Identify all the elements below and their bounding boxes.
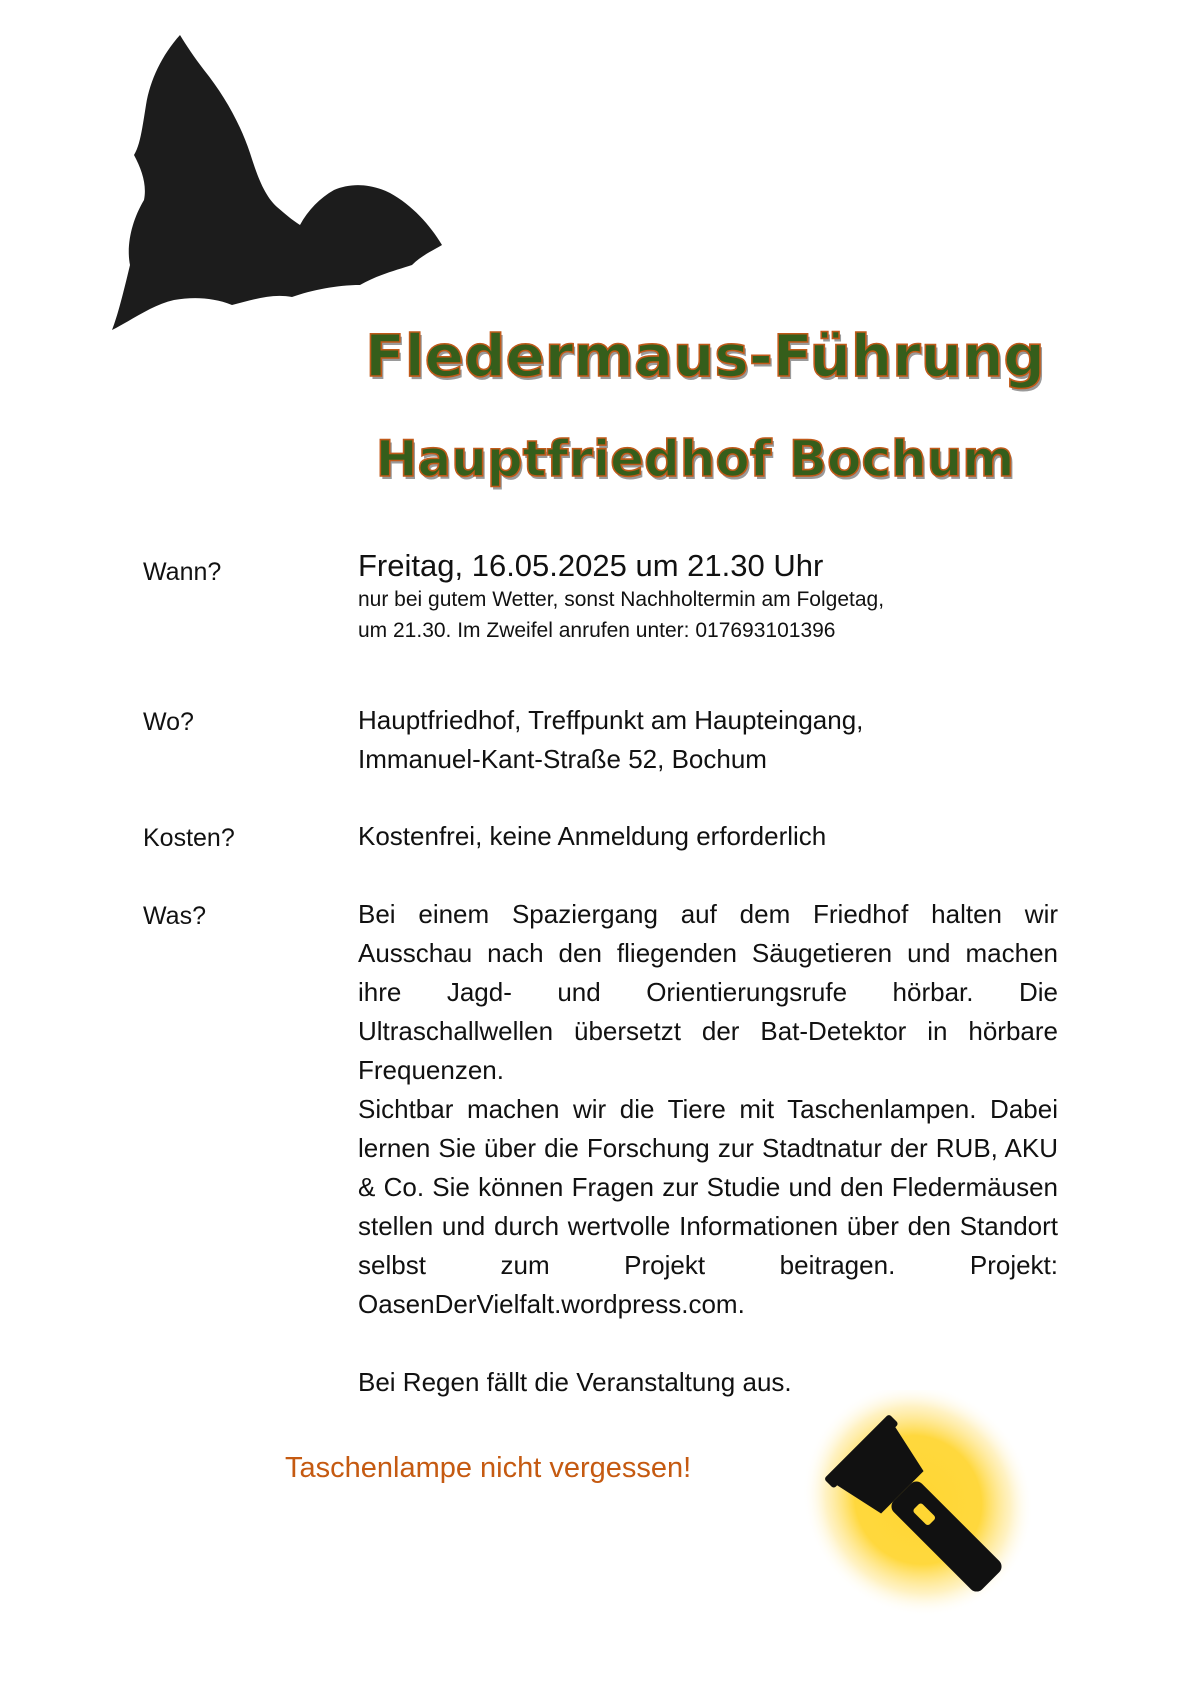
flashlight-icon (800, 1390, 1040, 1630)
was-block (358, 895, 1058, 1402)
event-date: Freitag, 16.05.2025 um 21.30 Uhr (358, 548, 824, 583)
bat-silhouette-icon (112, 35, 462, 365)
flashlight-reminder: Taschenlampe nicht vergessen! (285, 1452, 692, 1484)
page-title: Fledermaus-Führung (365, 322, 1045, 390)
description-paragraph-1: Bei einem Spaziergang auf dem Friedhof halten wir Ausschau nach den fliegenden Säugetieren und machen ihre Jagd- und Orientierungsrufe hörbar. Die Ultraschallwellen übersetzt der Bat-Detektor in hörbare Frequenzen. (358, 899, 1058, 1085)
weather-note-line2: um 21.30. Im Zweifel anrufen unter: 017693101396 (358, 619, 836, 642)
cost-text: Kostenfrei, keine Anmeldung erforderlich (358, 821, 827, 851)
location-line1: Hauptfriedhof, Treffpunkt am Haupteingang, (358, 705, 864, 735)
rain-notice: Bei Regen fällt die Veranstaltung aus. (358, 1367, 792, 1397)
page-subtitle: Hauptfriedhof Bochum (375, 430, 1015, 488)
location-line2: Immanuel-Kant-Straße 52, Bochum (358, 744, 767, 774)
wann-block (358, 548, 884, 646)
description-paragraph-2: Sichtbar machen wir die Tiere mit Taschenlampen. Dabei lernen Sie über die Forschung zur Stadtnatur der RUB, AKU & Co. Sie können Fragen zur Studie und den Fledermäusen stellen und durch wertvolle Informationen über den Standort selbst zum Projekt beitragen. Projekt: OasenDerVielfalt.wordpress.com. (358, 1094, 1058, 1319)
weather-note-line1: nur bei gutem Wetter, sonst Nachholtermin am Folgetag, (358, 588, 885, 611)
label-wann: Wann? (143, 558, 222, 586)
label-kosten: Kosten? (143, 824, 235, 852)
label-was: Was? (143, 902, 206, 930)
label-wo: Wo? (143, 708, 194, 736)
wo-block (358, 701, 863, 779)
